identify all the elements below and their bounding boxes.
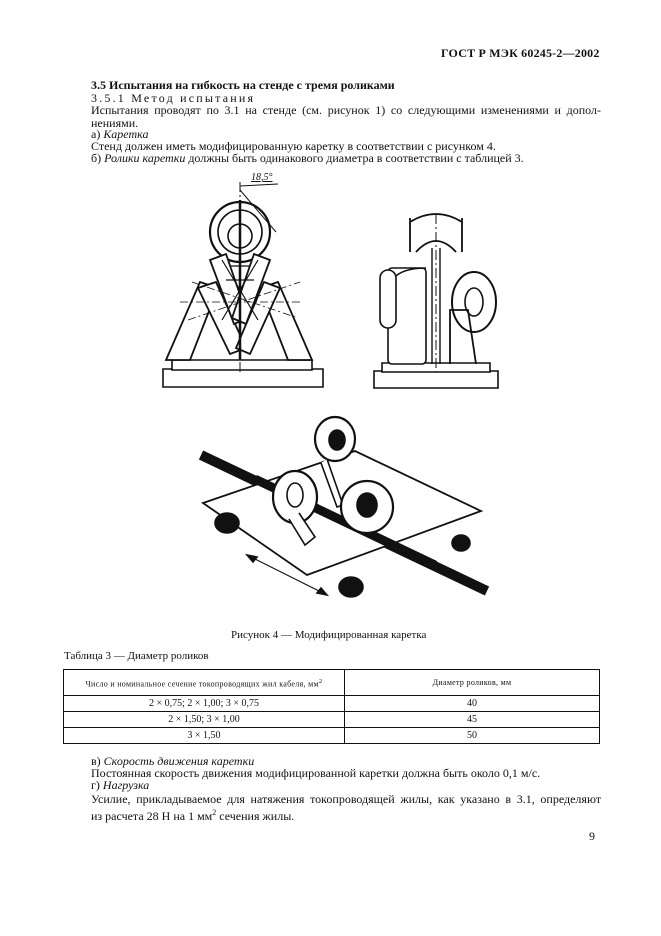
side-left-roller	[380, 270, 396, 328]
table-cell-diameter: 45	[345, 712, 600, 728]
iso-left-roller	[273, 471, 317, 523]
side-base-plate	[374, 371, 498, 388]
front-angle-dim	[240, 184, 278, 186]
item-d-line-2b: сечения жилы.	[216, 809, 295, 823]
item-c-title: Скорость движения каретки	[103, 754, 255, 768]
iso-wheel-back-right	[452, 535, 470, 551]
table-row	[64, 728, 600, 744]
item-b-marker: б)	[91, 151, 102, 165]
table-cell-diameter: 40	[345, 696, 600, 712]
iso-arrowhead-end	[317, 588, 327, 595]
figure-isometric-view	[195, 415, 495, 600]
table-cell-section: 3 × 1,50	[64, 728, 345, 744]
sub-heading: 3.5.1 Метод испытания	[91, 91, 256, 105]
diameter-table	[63, 669, 600, 744]
iso-wheel-front-right	[339, 577, 363, 597]
item-a-marker: а)	[91, 127, 101, 141]
table-row	[64, 696, 600, 712]
item-b-title: Ролики каретки	[104, 151, 186, 165]
iso-arrowhead-start	[247, 555, 257, 562]
item-d-title: Нагрузка	[102, 778, 150, 792]
item-d-heading	[91, 779, 601, 792]
figure-side-view	[372, 210, 502, 390]
iso-right-roller-hub	[357, 493, 377, 517]
front-base-plate	[163, 369, 323, 387]
angle-dimension-label: 18,5°	[251, 172, 273, 183]
item-d-line-2	[91, 806, 601, 823]
iso-top-roller-hub	[329, 430, 345, 450]
table-caption: Таблица 3 — Диаметр роликов	[64, 650, 209, 662]
table-header-row	[64, 670, 600, 696]
intro-line-2: нениями.	[91, 116, 139, 130]
item-d-line-2a: из расчета 28 Н на 1 мм	[91, 809, 213, 823]
item-a-title: Каретка	[103, 127, 149, 141]
item-d-line-1: Усилие, прикладываемое для натяжения токопроводящей жилы, как указано в 3.1, определяют	[91, 792, 601, 806]
item-d-line-2-sup: 2	[212, 808, 217, 817]
item-c-marker: в)	[91, 754, 101, 768]
table-header-section	[64, 670, 345, 696]
figure-caption: Рисунок 4 — Модифицированная каретка	[231, 629, 427, 641]
item-c-text: Постоянная скорость движения модифицированной каретки должна быть около 0,1 м/с.	[91, 766, 541, 780]
table-cell-section: 2 × 1,50; 3 × 1,00	[64, 712, 345, 728]
document-header: ГОСТ Р МЭК 60245-2—2002	[441, 46, 600, 60]
intro-line-1: Испытания проводят по 3.1 на стенде (см. рисунок 1) со следующими изменениями и допол-	[91, 103, 601, 117]
page-number: 9	[589, 829, 595, 843]
front-base-top	[172, 360, 312, 370]
section-heading: 3.5 Испытания на гибкость на стенде с тремя роликами	[91, 78, 395, 92]
side-right-roller-outer	[452, 272, 496, 332]
table-cell-section: 2 × 0,75; 2 × 1,00; 3 × 0,75	[64, 696, 345, 712]
table-header-section-text: Число и номинальное сечение токопроводящих жил кабеля, мм	[85, 679, 319, 689]
table-cell-diameter: 50	[345, 728, 600, 744]
item-b-text: должны быть одинакового диаметра в соответствии с таблицей 3.	[185, 151, 524, 165]
figure-front-view	[160, 170, 330, 395]
iso-wheel-front-left	[215, 513, 239, 533]
item-d-marker: г)	[91, 778, 100, 792]
item-a-text: Стенд должен иметь модифицированную каретку в соответствии с рисунком 4.	[91, 139, 496, 153]
table-row	[64, 712, 600, 728]
table-header-section-sup: 2	[318, 677, 323, 685]
item-b-paragraph	[91, 152, 601, 165]
table-header-diameter: Диаметр роликов, мм	[345, 670, 600, 696]
